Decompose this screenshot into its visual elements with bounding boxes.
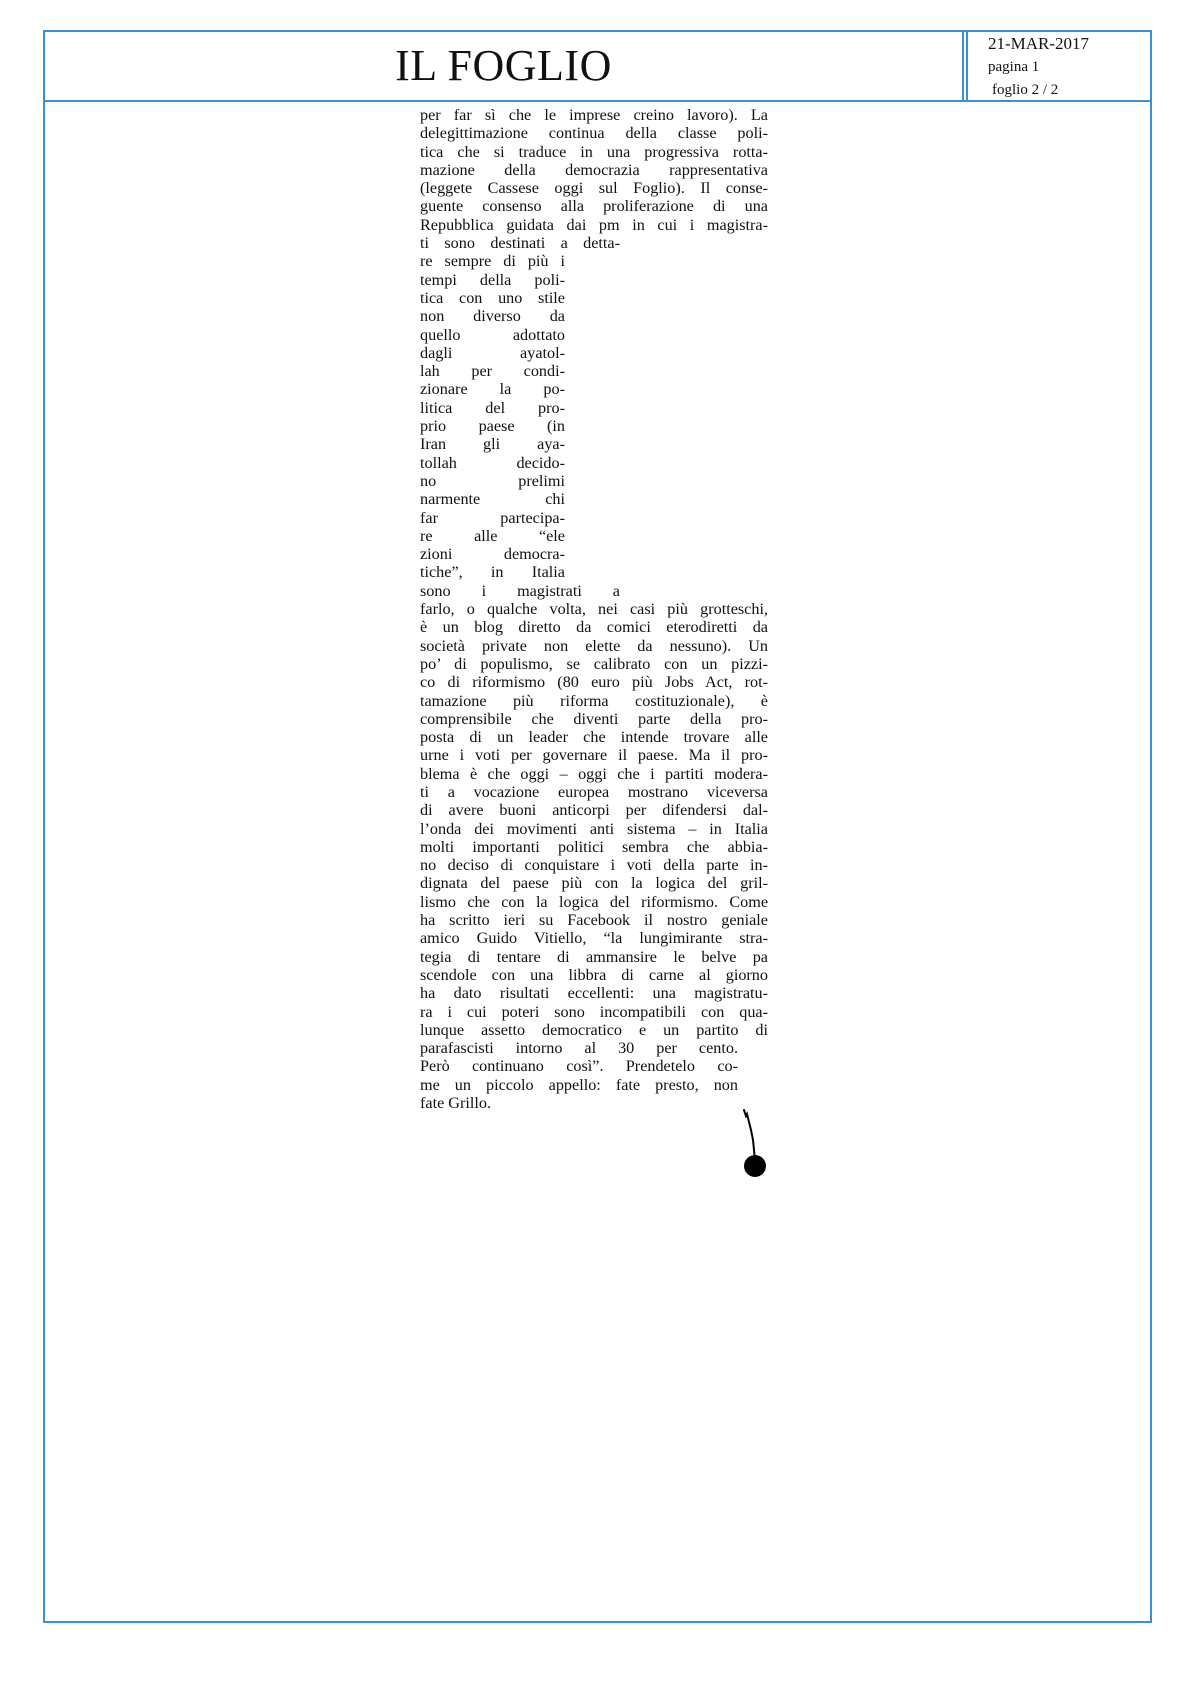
article-line: l’onda dei movimenti anti sistema – in Italia [420,819,768,838]
article-line: tegia di tentare di ammansire le belve pa [420,947,768,966]
article-line: Repubblica guidata dai pm in cui i magistra- [420,215,768,234]
article-line: re sempre di più i [420,252,565,271]
article-line: zionare la po- [420,380,565,399]
article-line: ti sono destinati a detta- [420,234,620,253]
article-line: litica del pro- [420,398,565,417]
article-line: co di riformismo (80 euro più Jobs Act, rot- [420,673,768,692]
article-line: amico Guido Vitiello, “la lungimirante stra- [420,929,768,948]
article-line: scendole con una libbra di carne al giorno [420,965,768,984]
article-line: per far sì che le imprese creino lavoro). La [420,106,768,124]
article-line: fate Grillo. [420,1094,492,1113]
article-line: tollah decido- [420,453,565,472]
article-line: ha scritto ieri su Facebook il nostro geniale [420,911,768,930]
article-line: tica che si traduce in una progressiva rotta- [420,142,768,161]
article-line: delegittimazione continua della classe poli- [420,124,768,143]
article-line: tiche”, in Italia [420,563,565,582]
article-line: Iran gli aya- [420,435,565,454]
article-line: parafascisti intorno al 30 per cento. [420,1039,738,1058]
article-line: lunque assetto democratico e un partito di [420,1020,768,1039]
article-line: narmente chi [420,490,565,509]
header-divider [962,30,968,102]
article-line: ti a vocazione europea mostrano viceversa [420,782,768,801]
article-line: quello adottato [420,325,565,344]
publication-date: 21-MAR-2017 [988,34,1090,53]
article-line: far partecipa- [420,508,565,527]
article-line: posta di un leader che intende trovare alle [420,728,768,747]
article-line: sono i magistrati a [420,581,620,600]
article-line: no deciso di conquistare i voti della parte in- [420,856,768,875]
article-line: urne i voti per governare il paese. Ma il pro- [420,746,768,765]
article-body [420,106,768,1112]
article-line: re alle “ele [420,526,565,545]
article-line: blema è che oggi – oggi che i partiti modera- [420,764,768,783]
article-line: lah per condi- [420,362,565,381]
cherry-icon [740,1108,770,1178]
article-line: dagli ayatol- [420,343,565,362]
article-line: tica con uno stile [420,288,565,307]
article-line: non diverso da [420,307,565,326]
article-line: società private non elette da nessuno). Un [420,636,768,655]
article-line: tamazione più riforma costituzionale), è [420,691,768,710]
sheet-number: foglio 2 / 2 [992,82,1059,98]
article-line: (leggete Cassese oggi sul Foglio). Il conse- [420,179,768,198]
article-line: Però continuano così”. Prendetelo co- [420,1057,738,1076]
article-line: ra i cui poteri sono incompatibili con qua- [420,1002,768,1021]
article-line: molti importanti politici sembra che abbia- [420,837,768,856]
article-line: zioni democra- [420,545,565,564]
article-line: comprensibile che diventi parte della pro- [420,709,768,728]
article-line: ha dato risultati eccellenti: una magistratu- [420,984,768,1003]
article-line: dignata del paese più con la logica del gril- [420,874,768,893]
article-line: mazione della democrazia rappresentativa [420,160,768,179]
page-number: pagina 1 [988,59,1040,75]
article-line: guente consenso alla proliferazione di una [420,197,768,216]
article-line: farlo, o qualche volta, nei casi più grotteschi, [420,600,768,619]
article-line: tempi della poli- [420,270,565,289]
article-line: me un piccolo appello: fate presto, non [420,1075,738,1094]
article-line: no prelimi [420,471,565,490]
masthead-title: IL FOGLIO [395,41,612,90]
article-line: lismo che con la logica del riformismo. Come [420,892,768,911]
article-line: prio paese (in [420,417,565,436]
article-line: di avere buoni anticorpi per difendersi dal- [420,801,768,820]
article-line: è un blog diretto da comici eterodiretti da [420,618,768,637]
article-line: po’ di populismo, se calibrato con un pizzi- [420,654,768,673]
